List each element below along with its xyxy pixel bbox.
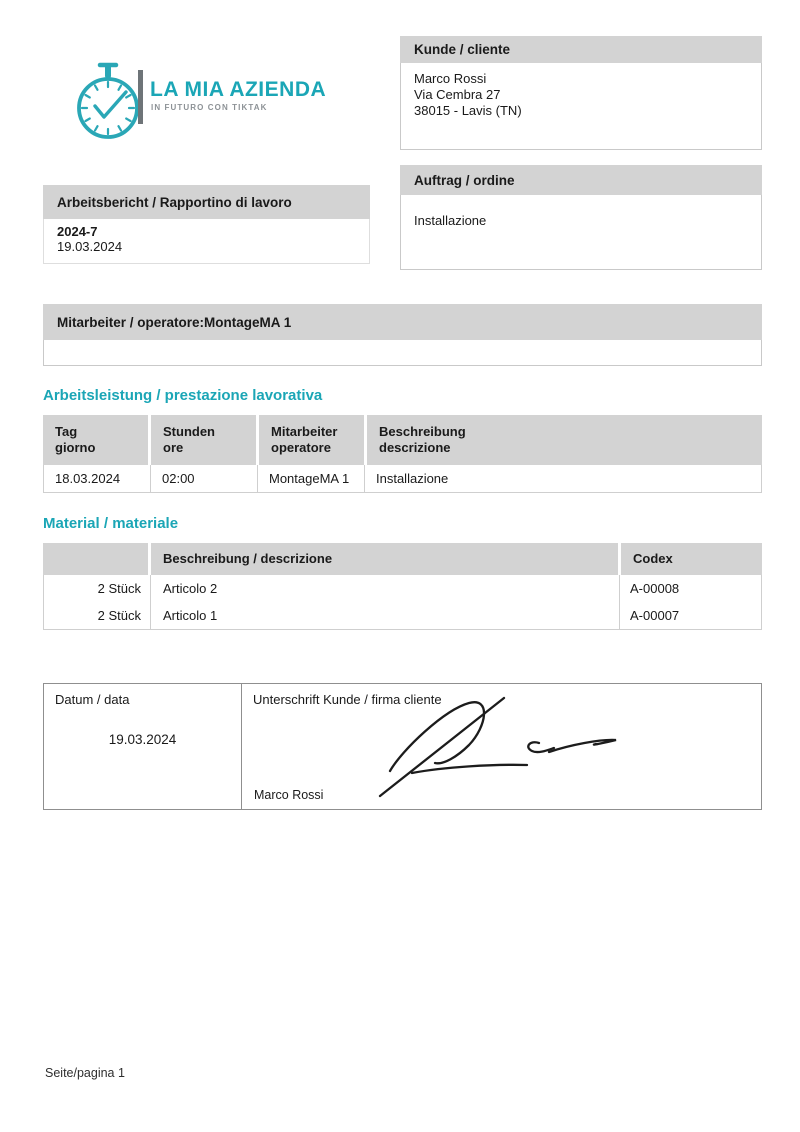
work-section-title: Arbeitsleistung / prestazione lavorativa	[43, 387, 323, 404]
work-header-operator-line1: Mitarbeiter	[271, 424, 338, 439]
material-row-qty: 2 Stück	[44, 575, 151, 602]
stopwatch-icon	[70, 62, 146, 144]
operator-box	[43, 304, 762, 366]
work-header-description-line1: Beschreibung	[379, 424, 466, 439]
logo-divider	[138, 70, 143, 124]
material-row-description: Articolo 2	[151, 575, 620, 602]
operator-label: Mitarbeiter / operatore:MontageMA 1	[43, 304, 762, 340]
material-row-codex: A-00008	[630, 581, 680, 596]
work-header-hours-line2: ore	[163, 440, 184, 455]
material-row-codex: A-00007	[630, 608, 680, 623]
customer-name: Marco Rossi	[414, 71, 487, 86]
page-number: Seite/pagina 1	[45, 1066, 125, 1080]
material-header-qty	[43, 543, 148, 575]
work-header-hours-line1: Stunden	[163, 424, 215, 439]
work-row-hours: 02:00	[151, 465, 258, 492]
customer-box-header: Kunde / cliente	[400, 36, 762, 63]
work-row-description: Installazione	[376, 471, 449, 486]
work-header-day-line2: giorno	[55, 440, 96, 455]
material-row-qty: 2 Stück	[44, 602, 151, 629]
work-header-hours	[151, 415, 256, 465]
customer-box	[400, 36, 762, 150]
material-table	[43, 543, 762, 630]
work-header-day-line1: Tag	[55, 424, 78, 439]
signature-image	[342, 692, 642, 804]
work-header-operator-line2: operatore	[271, 440, 331, 455]
report-box-body	[43, 219, 370, 264]
report-box-header: Arbeitsbericht / Rapportino di lavoro	[43, 185, 370, 219]
material-table-header	[43, 543, 762, 575]
work-header-operator	[259, 415, 364, 465]
work-header-day	[43, 415, 148, 465]
work-table	[43, 415, 762, 493]
report-box	[43, 185, 370, 264]
order-value: Installazione	[400, 195, 762, 270]
order-box-header: Auftrag / ordine	[400, 165, 762, 195]
company-name: LA MIA AZIENDA	[150, 78, 327, 101]
material-table-row	[44, 602, 761, 629]
material-table-row	[44, 575, 761, 602]
material-table-body	[43, 575, 762, 630]
date-value: 19.03.2024	[108, 732, 177, 747]
company-tagline: IN FUTURO CON TIKTAK	[151, 103, 268, 112]
signature-label: Unterschrift Kunde / firma cliente	[253, 692, 442, 707]
material-section-title: Material / materiale	[43, 515, 179, 532]
material-row-description: Articolo 1	[151, 602, 620, 629]
report-number: 2024-7	[57, 224, 98, 239]
customer-box-body	[400, 63, 762, 150]
work-table-header	[43, 415, 762, 465]
work-table-body	[43, 465, 762, 493]
work-header-description-line2: descrizione	[379, 440, 451, 455]
material-header-description: Beschreibung / descrizione	[151, 543, 618, 575]
signature-cell	[242, 684, 761, 809]
report-date: 19.03.2024	[57, 239, 123, 254]
company-logo	[62, 58, 382, 148]
work-row-day: 18.03.2024	[44, 465, 151, 492]
signer-name: Marco Rossi	[254, 788, 324, 802]
signature-date-cell	[44, 684, 242, 809]
work-table-row	[44, 465, 761, 492]
work-row-operator: MontageMA 1	[258, 465, 365, 492]
customer-street: Via Cembra 27	[414, 87, 501, 102]
signature-box	[43, 683, 762, 810]
operator-box-body	[43, 340, 762, 366]
work-header-description	[367, 415, 762, 465]
date-label: Datum / data	[55, 692, 130, 707]
order-box	[400, 165, 762, 270]
customer-city: 38015 - Lavis (TN)	[414, 103, 522, 118]
material-header-codex: Codex	[621, 543, 762, 575]
